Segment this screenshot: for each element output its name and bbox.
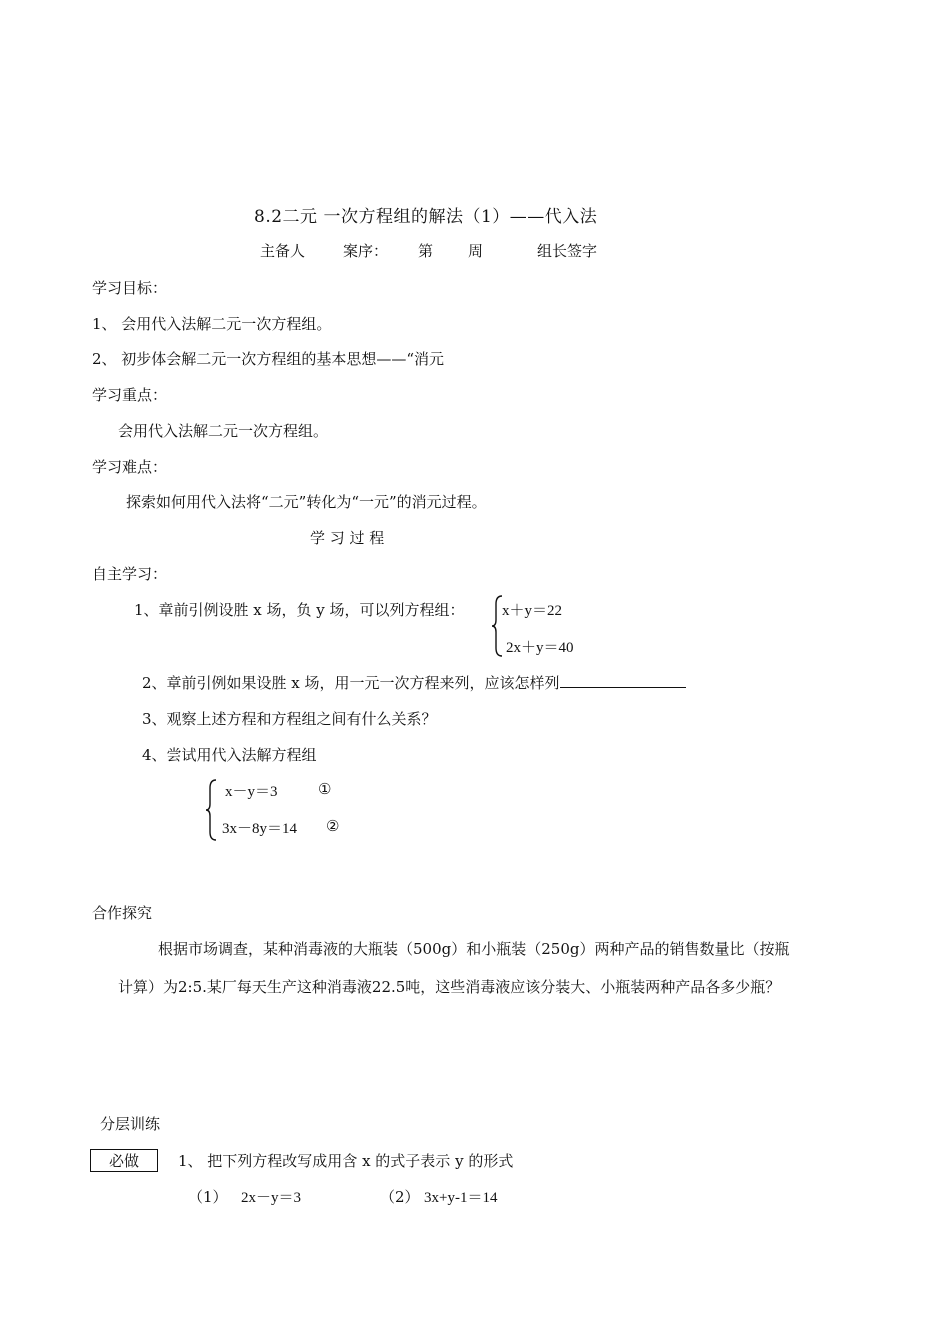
meta-week-zhou: 周: [468, 242, 484, 260]
self-study-q2-text: 2、章前引例如果设胜 x 场，用一元一次方程来列，应该怎样列: [142, 674, 560, 692]
self-study-heading: 自主学习：: [92, 565, 168, 583]
answer-blank[interactable]: [560, 673, 686, 688]
key-points-heading: 学习重点：: [92, 386, 168, 404]
process-heading: 学 习 过 程: [310, 529, 385, 547]
page-title: 8.2二元 一次方程组的解法（1）——代入法: [254, 207, 598, 227]
brace-icon: [204, 778, 218, 842]
system1-eq1: x＋y＝22: [502, 603, 563, 619]
meta-preparer: 主备人: [260, 242, 306, 260]
required-badge: 必做: [90, 1149, 158, 1172]
system2-eq2-mark: ②: [326, 819, 340, 835]
training-q1-b: 3x+y-1＝14: [424, 1190, 498, 1206]
goals-item-2: 2、 初步体会解二元一次方程组的基本思想——“消元: [92, 350, 444, 368]
system2-eq1-mark: ①: [318, 782, 332, 798]
training-q1-b-label: （2）: [380, 1188, 420, 1206]
meta-week-di: 第: [418, 242, 434, 260]
training-q1-a-label: （1）: [188, 1188, 228, 1206]
meta-case-no: 案序：: [343, 242, 389, 260]
cooperation-line-2: 计算）为2:5.某厂每天生产这种消毒液22.5吨，这些消毒液应该分装大、小瓶装两种产品各多少瓶？: [118, 978, 781, 996]
cooperation-heading: 合作探究: [92, 904, 153, 922]
meta-leader-sign: 组长签字: [537, 242, 598, 260]
self-study-q1: 1、章前引例设胜 x 场，负 y 场，可以列方程组：: [134, 601, 465, 619]
system2-eq2: 3x－8y＝14: [222, 821, 298, 837]
training-q1: 1、 把下列方程改写成用含 x 的式子表示 y 的形式: [178, 1152, 514, 1170]
cooperation-line-1: 根据市场调查，某种消毒液的大瓶装（500g）和小瓶装（250g）两种产品的销售数量比（按瓶: [158, 940, 790, 958]
goals-item-1: 1、 会用代入法解二元一次方程组。: [92, 315, 332, 333]
key-points-text: 会用代入法解二元一次方程组。: [118, 422, 329, 440]
training-heading: 分层训练: [100, 1115, 161, 1133]
system2-eq1: x－y＝3: [225, 784, 278, 800]
goals-heading: 学习目标：: [92, 279, 168, 297]
system1-eq2: 2x＋y＝40: [506, 640, 574, 656]
self-study-q2: [142, 672, 686, 693]
difficulty-heading: 学习难点：: [92, 458, 168, 476]
self-study-q4: 4、尝试用代入法解方程组: [142, 746, 317, 764]
training-q1-a: 2x－y＝3: [241, 1190, 302, 1206]
difficulty-text: 探索如何用代入法将“二元”转化为“一元”的消元过程。: [126, 493, 487, 511]
self-study-q3: 3、观察上述方程和方程组之间有什么关系？: [142, 710, 437, 728]
